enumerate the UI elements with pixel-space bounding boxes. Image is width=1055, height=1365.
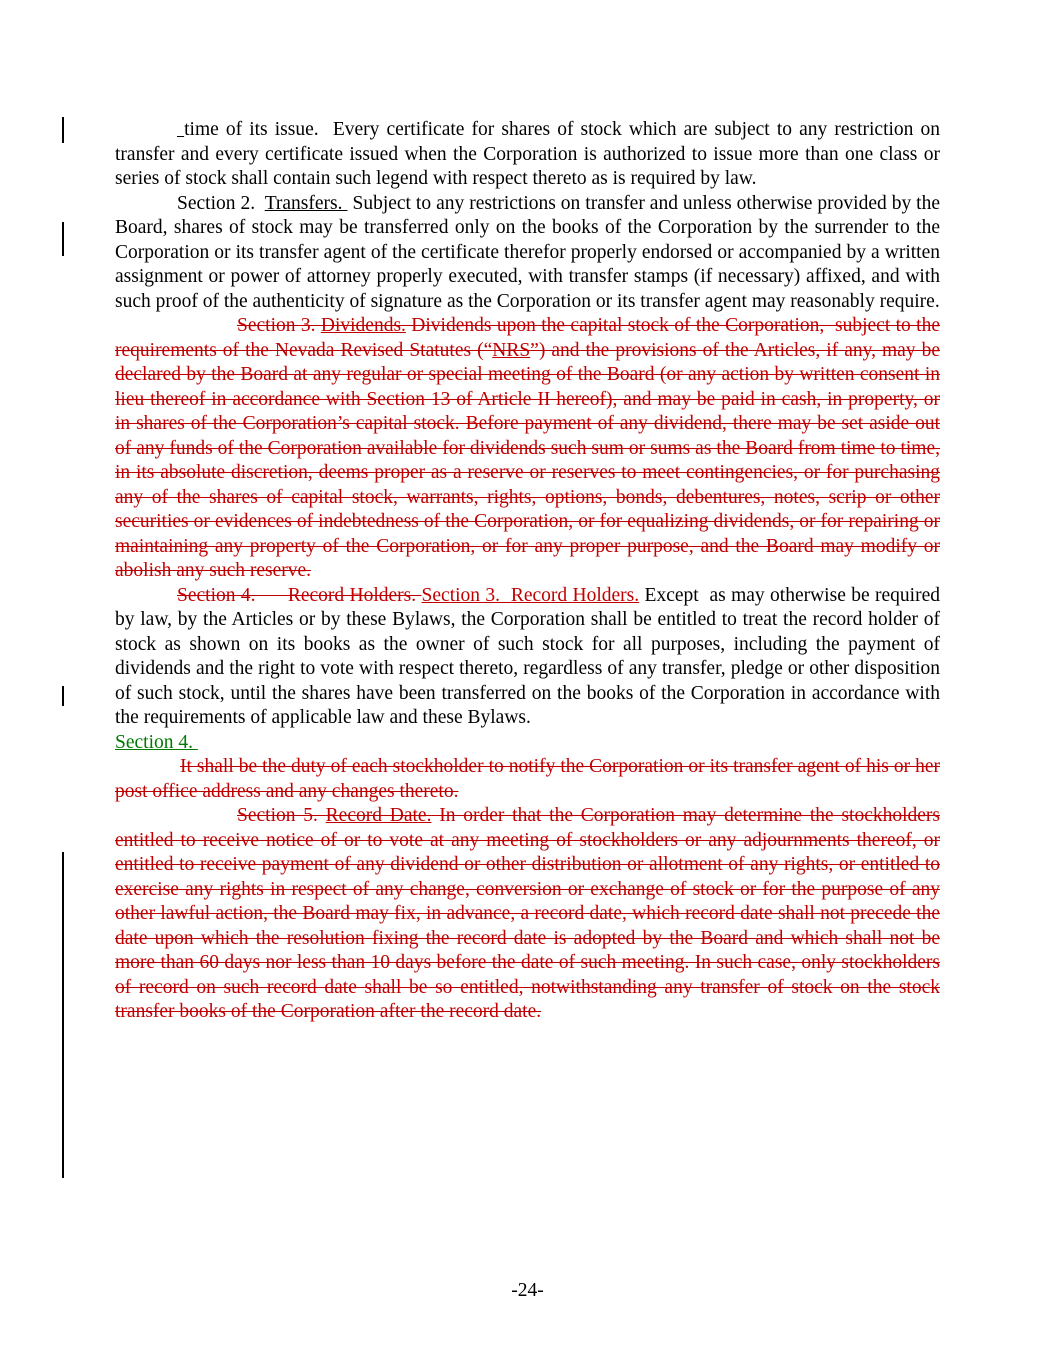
paragraph-section3-dividends-deleted [115,314,940,584]
paragraph-section2-transfers [115,192,940,315]
paragraph-stockholder-address-deleted [115,755,940,804]
deleted-defined-term-nrs: NRS [492,339,531,361]
deleted-text: It shall be the duty of each stockholder to notify the Corporation or its transfer agent of his or her post office address and any changes thereto. [115,756,940,802]
deleted-text: Section 5. [237,805,326,826]
page-content [115,118,940,1025]
paragraph-section4-inserted-heading [115,731,940,756]
body-text: Except as may otherwise be required by law, by the Articles or by these Bylaws, the Corporation shall be entitled to treat the record holder of stock as shown on its books as the owner of such stock for all purposes, including the payment of dividends and the right to vote with respect thereto, regardless of any transfer, pledge or other disposition of such stock, until the shares have been transferred on the books of the Corporation in accordance with the requirements of applicable law and these Bylaws. [115,584,940,728]
change-bar [62,852,64,1178]
paragraph-certificate-legend [115,118,940,192]
deleted-text: Dividends upon the capital stock of the Corporation, subject to the requirements of the Nevada Revised Statutes (“ [115,315,940,361]
paragraph-record-holders [115,584,940,731]
deleted-text: ”) and the provisions of the Articles, if any, may be declared by the Board at any regular or special meeting of the Board (or any action by written consent in lieu thereof in accordance with Section 13 of Article II hereof), and may be paid in cash, in property, or in shares of the Corporation’s capital stock. Before payment of any dividend, there may be set aside out of any funds of the Corporation available for dividends such sum or sums as the Board from time to time, in its absolute discretion, deems proper as a reserve or reserves to meet contingencies, or for purchasing any of the shares of capital stock, warrants, rights, options, bonds, debentures, notes, scrip or other securities or evidences of indebtedness of the Corporation, or for equalizing dividends, or for repairing or maintaining any property of the Corporation, or for any proper purpose, and the Board may modify or abolish any such reserve. [115,339,940,581]
inserted-section-heading: Section 3. Record Holders. [421,584,640,606]
body-text: time of its issue. Every certificate for shares of stock which are subject to any restriction on transfer and every certificate issued when the Corporation is authorized to issue more than one class or series of stock shall contain such legend with respect thereto as is required by law. [115,119,941,189]
deleted-section-heading: Section 4. Record Holders. [177,584,422,606]
deleted-heading-underlined: Dividends. [320,315,406,336]
change-bar [62,686,64,706]
change-bar [62,222,64,256]
deleted-text: Section 3. [237,315,321,336]
page-number: -24- [511,1279,544,1301]
inserted-heading-green: Section 4. [115,731,198,753]
change-bar [62,117,64,143]
deleted-heading-underlined: Record Date. [325,805,432,826]
deleted-text: In order that the Corporation may determine the stockholders entitled to receive notice of or to vote at any meeting of stockholders or any adjournments thereof, or entitled to receive payment of any dividend or other distribution or allotment of any rights, or entitled to exercise any rights in respect of any change, conversion or exchange of stock or for the purpose of any other lawful action, the Board may fix, in advance, a record date, which record date shall not precede the date upon which the resolution fixing the record date is adopted by the Board and which shall not be more than 60 days nor less than 10 days before the date of such meeting. In such case, only stockholders of record on such record date shall be so entitled, notwithstanding any transfer of stock on the stock transfer books of the Corporation after the record date. [115,805,941,1022]
section-heading-underlined: Transfers. [264,192,343,214]
section-lead: Section 2. [177,192,265,214]
body-text: Subject to any restrictions on transfer and unless otherwise provided by the Board, shares of stock may be transferred only on the books of the Corporation by the surrender to the Corporation or its transfer agent of the certificate therefor properly endorsed or accompanied by a written assignment or power of attorney properly executed, with transfer stamps (if necessary) affixed, and with such proof of the authenticity of signature as the Corporation or its transfer agent may reasonably require. [115,192,941,312]
paragraph-section5-record-date-deleted [115,804,940,1025]
